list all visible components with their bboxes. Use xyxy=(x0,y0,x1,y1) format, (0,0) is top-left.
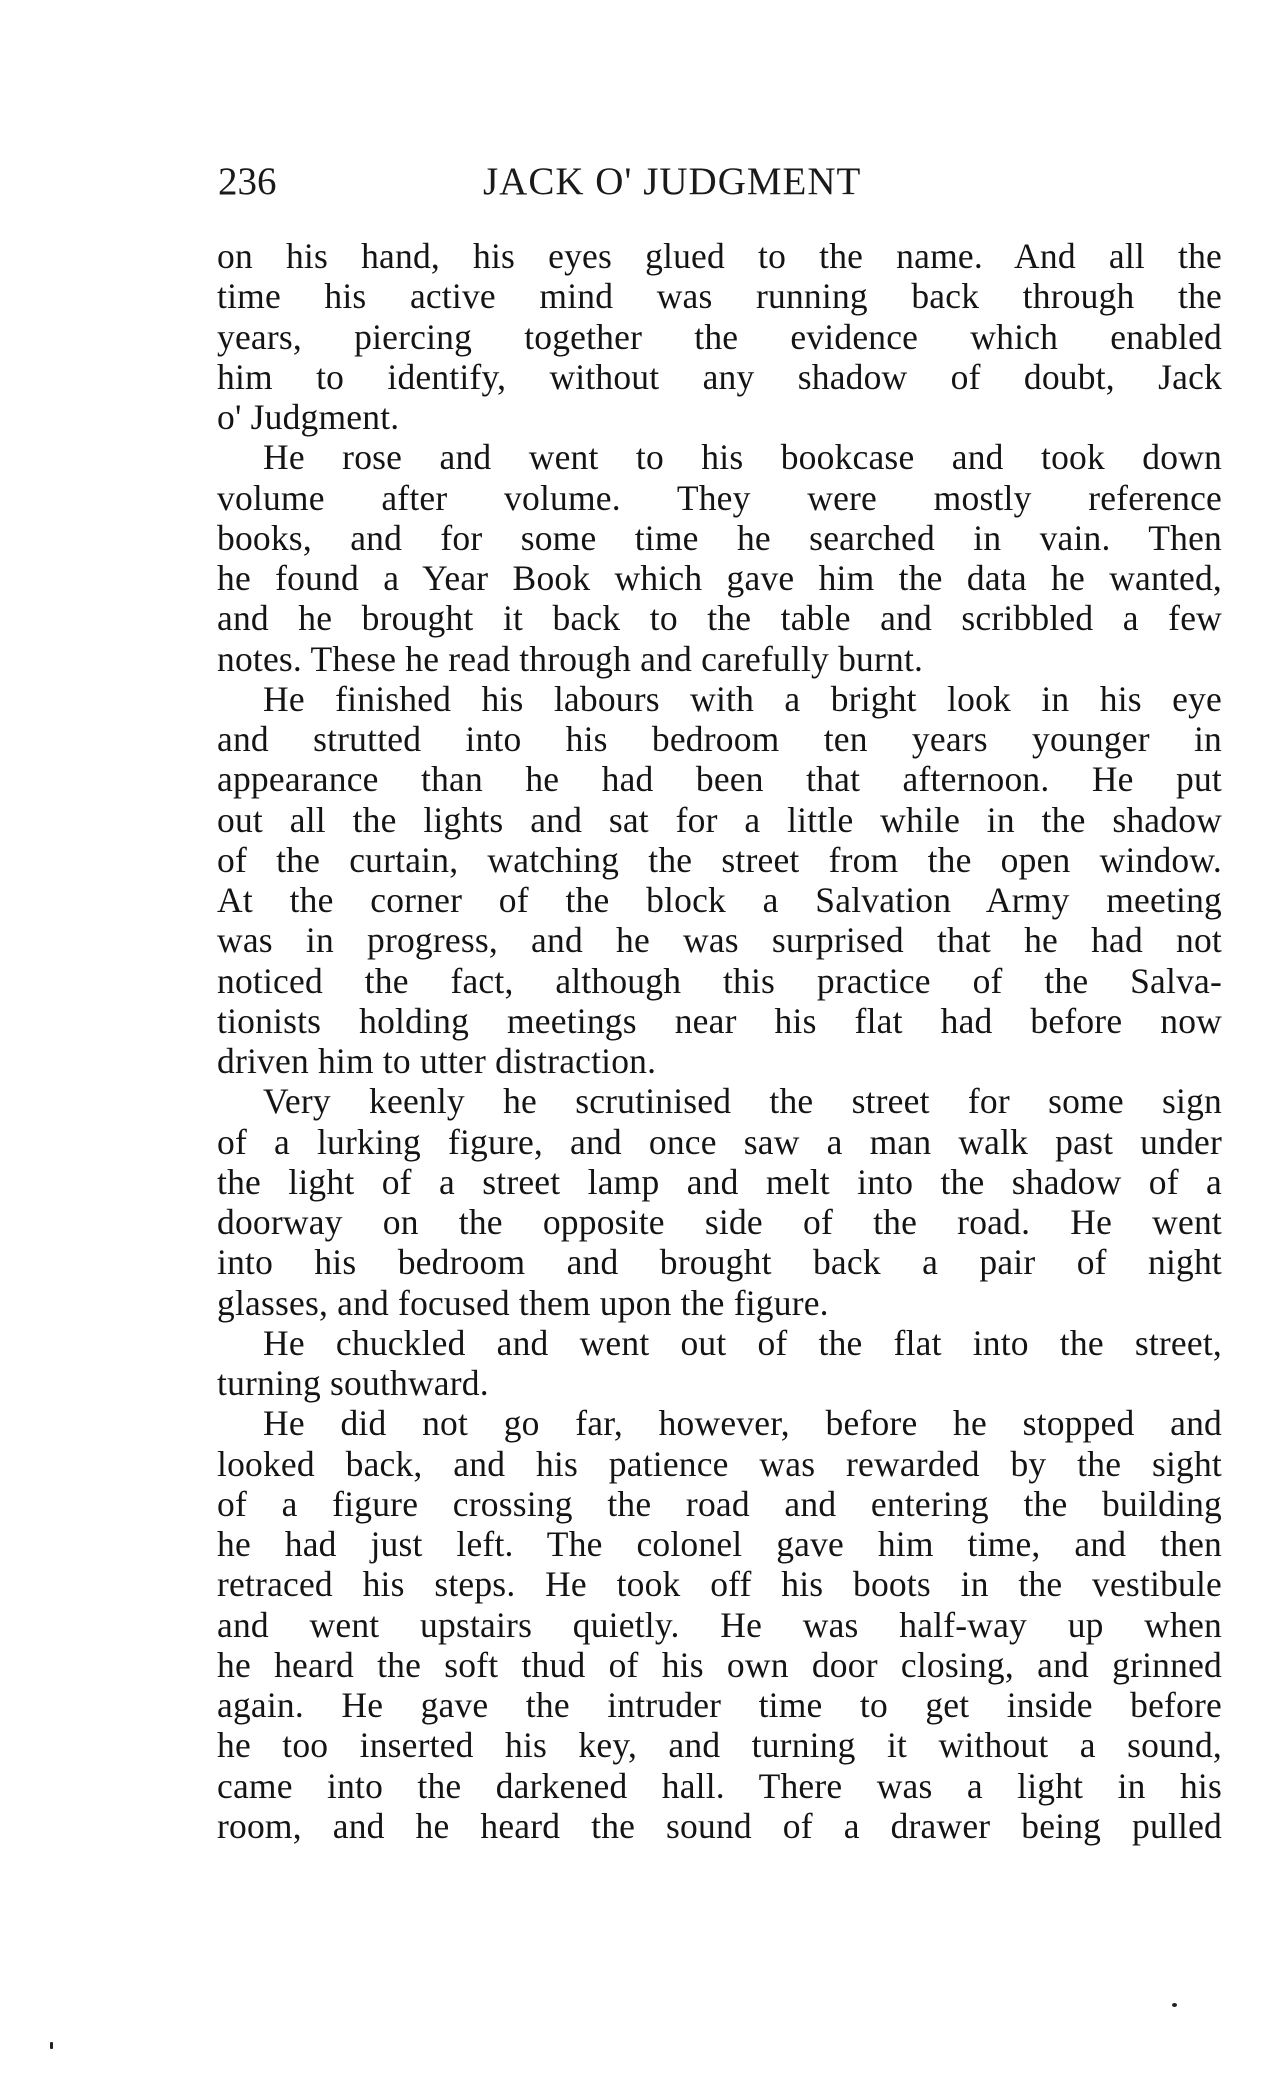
text-line: At the corner of the block a Salvation Army meeting xyxy=(217,880,1222,920)
text-line: o' Judgment. xyxy=(217,397,400,437)
print-speck xyxy=(1172,2003,1177,2007)
running-header xyxy=(218,152,1218,212)
page-number: 236 xyxy=(218,160,277,203)
text-line: he had just left. The colonel gave him time, and then xyxy=(217,1524,1222,1564)
text-line: was in progress, and he was surprised that he had not xyxy=(217,920,1222,961)
text-line: he found a Year Book which gave him the data he wanted, xyxy=(217,558,1222,598)
text-line: He finished his labours with a bright look in his eye xyxy=(263,678,1222,719)
text-line: noticed the fact, although this practice of the Salva- xyxy=(217,960,1222,1001)
text-line: tionists holding meetings near his flat had before now xyxy=(217,1000,1222,1041)
text-line: looked back, and his patience was rewarded by the sight xyxy=(217,1443,1222,1484)
text-line: and he brought it back to the table and scribbled a few xyxy=(217,598,1222,639)
text-line: volume after volume. They were mostly reference xyxy=(217,477,1222,518)
text-line: years, piercing together the evidence which enabled xyxy=(217,316,1222,357)
text-line: books, and for some time he searched in vain. Then xyxy=(217,517,1222,558)
text-line: of a figure crossing the road and entering the building xyxy=(217,1483,1222,1524)
running-title: JACK O' JUDGMENT xyxy=(483,160,862,203)
body-text xyxy=(217,236,1222,1846)
text-line: turning southward. xyxy=(217,1363,489,1403)
text-line: and went upstairs quietly. He was half-way up when xyxy=(217,1604,1222,1645)
text-line: him to identify, without any shadow of doubt, Jack xyxy=(217,356,1222,397)
text-line: and strutted into his bedroom ten years younger in xyxy=(217,719,1222,759)
text-line: again. He gave the intruder time to get inside before xyxy=(217,1685,1222,1725)
print-speck xyxy=(50,2042,53,2049)
text-line: appearance than he had been that afternoon. He put xyxy=(217,759,1222,800)
text-line: Very keenly he scrutinised the street for some sign xyxy=(263,1081,1222,1122)
text-line: He did not go far, however, before he stopped and xyxy=(263,1403,1222,1444)
text-line: driven him to utter distraction. xyxy=(217,1041,657,1081)
text-line: glasses, and focused them upon the figure. xyxy=(217,1282,829,1323)
text-line: He chuckled and went out of the flat into the street, xyxy=(263,1322,1222,1363)
text-line: retraced his steps. He took off his boots in the vestibule xyxy=(217,1564,1222,1605)
text-line: time his active mind was running back through the xyxy=(217,276,1222,317)
text-line: into his bedroom and brought back a pair of night xyxy=(217,1242,1222,1283)
text-line: came into the darkened hall. There was a light in his xyxy=(217,1765,1222,1806)
text-line: on his hand, his eyes glued to the name. And all the xyxy=(217,236,1222,276)
text-line: he heard the soft thud of his own door closing, and grinned xyxy=(217,1644,1222,1685)
text-line: of a lurking figure, and once saw a man walk past under xyxy=(217,1121,1222,1162)
text-line: out all the lights and sat for a little while in the shadow xyxy=(217,799,1222,840)
text-line: notes. These he read through and carefully burnt. xyxy=(217,638,924,679)
text-line: room, and he heard the sound of a drawer being pulled xyxy=(217,1805,1222,1846)
text-line: of the curtain, watching the street from the open window. xyxy=(217,839,1222,880)
text-line: the light of a street lamp and melt into the shadow of a xyxy=(217,1161,1222,1202)
text-line: He rose and went to his bookcase and took down xyxy=(263,437,1222,478)
text-line: doorway on the opposite side of the road. He went xyxy=(217,1202,1222,1242)
text-line: he too inserted his key, and turning it without a sound, xyxy=(217,1725,1222,1766)
